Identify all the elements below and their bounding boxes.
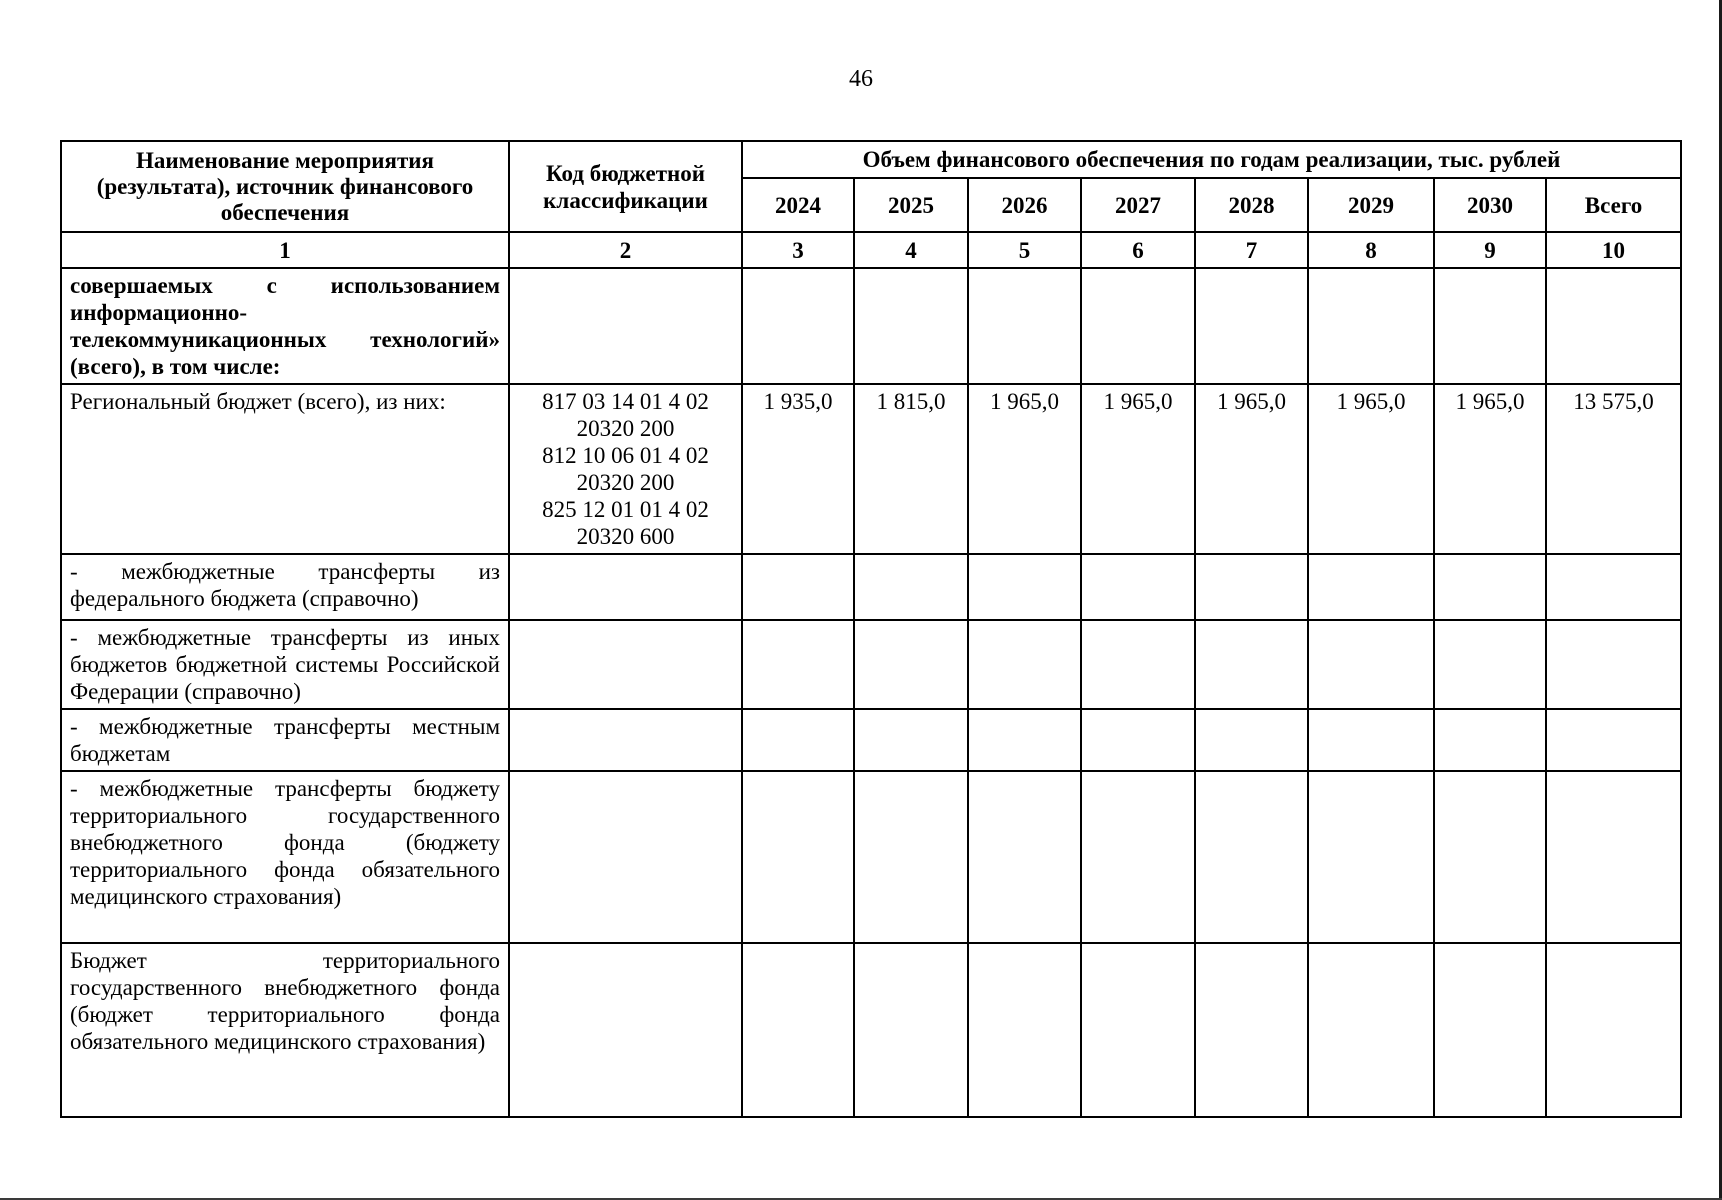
row-value-2030: [1434, 771, 1546, 943]
row-value-2027: [1081, 268, 1195, 384]
row-value-2030: [1434, 943, 1546, 1117]
row-budget-code: [509, 268, 742, 384]
header-total: Всего: [1546, 178, 1681, 232]
row-budget-code: [509, 384, 742, 554]
budget-code-line: 817 03 14 01 4 02: [542, 389, 709, 414]
row-budget-code: [509, 554, 742, 620]
budget-code-line: 825 12 01 01 4 02: [542, 497, 709, 522]
row-value-2025: [854, 709, 968, 771]
row-value-2026: [968, 771, 1081, 943]
row-value-2027: [1081, 709, 1195, 771]
row-value-2024: [742, 709, 854, 771]
column-number: 3: [742, 232, 854, 268]
table-row: [61, 268, 1681, 384]
row-value-2029: 1 965,0: [1308, 384, 1434, 554]
row-budget-code: [509, 709, 742, 771]
budget-code-line: 20320 200: [576, 416, 675, 441]
row-value-total: [1546, 554, 1681, 620]
header-year: 2025: [854, 178, 968, 232]
row-value-2024: 1 935,0: [742, 384, 854, 554]
row-value-2025: [854, 554, 968, 620]
row-value-2024: [742, 943, 854, 1117]
row-value-total: [1546, 268, 1681, 384]
page-number: 46: [849, 66, 873, 92]
column-numbers-row: [61, 232, 1681, 268]
header-year: 2030: [1434, 178, 1546, 232]
row-value-2027: [1081, 554, 1195, 620]
row-value-2024: [742, 554, 854, 620]
row-value-2025: [854, 771, 968, 943]
table-row: [61, 620, 1681, 709]
row-value-total: [1546, 771, 1681, 943]
row-value-2026: [968, 709, 1081, 771]
column-number: 4: [854, 232, 968, 268]
row-value-2026: [968, 268, 1081, 384]
row-value-2025: [854, 943, 968, 1117]
header-year: 2028: [1195, 178, 1308, 232]
row-value-2026: [968, 943, 1081, 1117]
row-value-2024: [742, 268, 854, 384]
row-activity-name: Региональный бюджет (всего), из них:: [61, 384, 509, 554]
table-row: [61, 771, 1681, 943]
row-value-2028: [1195, 620, 1308, 709]
column-number: 1: [61, 232, 509, 268]
row-value-2024: [742, 620, 854, 709]
row-value-2028: 1 965,0: [1195, 384, 1308, 554]
header-activity-name: Наименование мероприятия (результата), источник финансового обеспечения: [61, 141, 509, 232]
row-value-2027: [1081, 620, 1195, 709]
row-value-2028: [1195, 771, 1308, 943]
row-value-2028: [1195, 268, 1308, 384]
row-budget-code: [509, 943, 742, 1117]
column-number: 10: [1546, 232, 1681, 268]
table-row: [61, 709, 1681, 771]
row-value-2025: [854, 620, 968, 709]
budget-code-line: 20320 600: [576, 524, 675, 549]
row-value-2028: [1195, 943, 1308, 1117]
row-value-2030: 1 965,0: [1434, 384, 1546, 554]
row-value-total: [1546, 620, 1681, 709]
row-value-2030: [1434, 620, 1546, 709]
financing-table: [60, 140, 1682, 1118]
budget-code-line: 812 10 06 01 4 02: [542, 443, 709, 468]
budget-code-line: 20320 200: [576, 470, 675, 495]
row-value-2029: [1308, 268, 1434, 384]
column-number: 9: [1434, 232, 1546, 268]
row-value-2025: 1 815,0: [854, 384, 968, 554]
table-row: [61, 384, 1681, 554]
column-number: 2: [509, 232, 742, 268]
column-number: 7: [1195, 232, 1308, 268]
row-value-2029: [1308, 554, 1434, 620]
row-value-2030: [1434, 709, 1546, 771]
row-value-2028: [1195, 554, 1308, 620]
header-budget-code: Код бюджетной классификации: [509, 141, 742, 232]
header-year: 2024: [742, 178, 854, 232]
header-year: 2027: [1081, 178, 1195, 232]
header-year: 2029: [1308, 178, 1434, 232]
row-activity-name: - межбюджетные трансферты из иных бюджетов бюджетной системы Российской Федерации (справочно): [61, 620, 509, 709]
row-value-2030: [1434, 268, 1546, 384]
row-value-2029: [1308, 620, 1434, 709]
row-value-2029: [1308, 771, 1434, 943]
header-year: 2026: [968, 178, 1081, 232]
row-value-2029: [1308, 943, 1434, 1117]
row-budget-code: [509, 771, 742, 943]
row-value-2025: [854, 268, 968, 384]
table-row: [61, 554, 1681, 620]
row-value-total: 13 575,0: [1546, 384, 1681, 554]
column-number: 5: [968, 232, 1081, 268]
row-activity-name: совершаемых с использованием информационно-телекоммуникационных технологий» (всего), в том числе:: [61, 268, 509, 384]
row-value-2026: [968, 620, 1081, 709]
row-value-2027: 1 965,0: [1081, 384, 1195, 554]
row-value-2030: [1434, 554, 1546, 620]
row-activity-name: - межбюджетные трансферты местным бюджетам: [61, 709, 509, 771]
row-value-2028: [1195, 709, 1308, 771]
row-activity-name: - межбюджетные трансферты бюджету территориального государственного внебюджетного фонда (бюджету территориального фонда обязательного медицинского страхования): [61, 771, 509, 943]
header-financing-volume: Объем финансового обеспечения по годам реализации, тыс. рублей: [742, 141, 1681, 178]
row-value-2029: [1308, 709, 1434, 771]
row-value-2026: [968, 554, 1081, 620]
row-budget-code: [509, 620, 742, 709]
row-activity-name: - межбюджетные трансферты из федерального бюджета (справочно): [61, 554, 509, 620]
row-value-2027: [1081, 771, 1195, 943]
row-value-total: [1546, 943, 1681, 1117]
row-value-2024: [742, 771, 854, 943]
column-number: 8: [1308, 232, 1434, 268]
row-value-2026: 1 965,0: [968, 384, 1081, 554]
header-row-top: [61, 141, 1681, 178]
row-value-total: [1546, 709, 1681, 771]
table-row: [61, 943, 1681, 1117]
row-activity-name: Бюджет территориального государственного внебюджетного фонда (бюджет территориального фонда обязательного медицинского страхования): [61, 943, 509, 1117]
row-value-2027: [1081, 943, 1195, 1117]
column-number: 6: [1081, 232, 1195, 268]
